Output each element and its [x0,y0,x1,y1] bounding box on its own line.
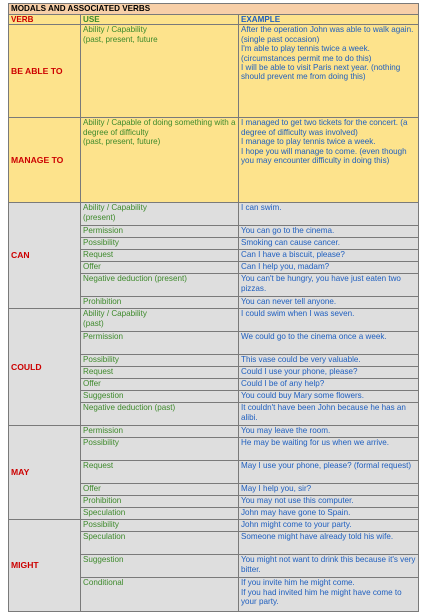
verb-cell: MAY [9,426,81,520]
verb-cell: BE ABLE TO [9,25,81,118]
use-cell: Permission [81,426,239,438]
example-cell: If you invite him he might come. If you had invited him he might have come to your party. [239,578,419,612]
header-verb: VERB [9,15,81,25]
example-cell: I could swim when I was seven. [239,309,419,332]
example-cell: Can I help you, madam? [239,262,419,274]
use-cell: Ability / Capability (past) [81,309,239,332]
use-cell: Permission [81,226,239,238]
table-row [9,426,419,438]
use-cell: Request [81,461,239,484]
example-cell: Can I have a biscuit, please? [239,250,419,262]
example-cell: Smoking can cause cancer. [239,238,419,250]
example-cell: You can never tell anyone. [239,297,419,309]
table-row [9,309,419,332]
example-cell: You can't be hungry, you have just eaten two pizzas. [239,274,419,297]
example-cell: We could go to the cinema once a week. [239,332,419,355]
use-cell: Negative deduction (present) [81,274,239,297]
header-use: USE [81,15,239,25]
use-cell: Request [81,367,239,379]
use-cell: Speculation [81,508,239,520]
verb-cell: CAN [9,203,81,309]
use-cell: Request [81,250,239,262]
verb-cell: MANAGE TO [9,118,81,203]
use-cell: Possibility [81,520,239,532]
use-cell: Ability / Capability (past, present, future [81,25,239,118]
example-cell: You might not want to drink this because it's very bitter. [239,555,419,578]
example-cell: Someone might have already told his wife. [239,532,419,555]
example-cell: He may be waiting for us when we arrive. [239,438,419,461]
example-cell: I can swim. [239,203,419,226]
table-row [9,203,419,226]
example-cell: You may not use this computer. [239,496,419,508]
table-row [9,520,419,532]
example-cell: You may leave the room. [239,426,419,438]
verb-cell: MIGHT [9,520,81,612]
example-cell: It couldn't have been John because he has an alibi. [239,403,419,426]
example-cell: Could I use your phone, please? [239,367,419,379]
use-cell: Offer [81,262,239,274]
use-cell: Conditional [81,578,239,612]
title-row [9,4,419,15]
use-cell: Offer [81,379,239,391]
table-row [9,118,419,203]
header-row [9,15,419,25]
example-cell: I managed to get two tickets for the concert. (a degree of difficulty was involved) I manage to play tennis twice a week. I hope you will manage to come. (even though you may encounter difficulty in doing this) [239,118,419,203]
example-cell: This vase could be very valuable. [239,355,419,367]
use-cell: Possibility [81,355,239,367]
use-cell: Permission [81,332,239,355]
table-title: MODALS AND ASSOCIATED VERBS [9,4,419,15]
example-cell: May I use your phone, please? (formal request) [239,461,419,484]
example-cell: You can go to the cinema. [239,226,419,238]
table-row [9,25,419,118]
header-example: EXAMPLE [239,15,419,25]
modals-table [8,3,419,612]
modals-table-body [9,4,419,612]
use-cell: Ability / Capable of doing something with a degree of difficulty (past, present, future) [81,118,239,203]
example-cell: John may have gone to Spain. [239,508,419,520]
use-cell: Suggestion [81,391,239,403]
use-cell: Suggestion [81,555,239,578]
use-cell: Ability / Capability (present) [81,203,239,226]
use-cell: Negative deduction (past) [81,403,239,426]
use-cell: Speculation [81,532,239,555]
example-cell: John might come to your party. [239,520,419,532]
example-cell: Could I be of any help? [239,379,419,391]
example-cell: May I help you, sir? [239,484,419,496]
use-cell: Possibility [81,438,239,461]
use-cell: Possibility [81,238,239,250]
example-cell: After the operation John was able to walk again.(single past occasion) I'm able to play tennis twice a week. (circumstances permit me to do this) I will be able to visit Paris next year. (nothing should prevent me from doing this) [239,25,419,118]
verb-cell: COULD [9,309,81,426]
use-cell: Prohibition [81,496,239,508]
use-cell: Offer [81,484,239,496]
use-cell: Prohibition [81,297,239,309]
example-cell: You could buy Mary some flowers. [239,391,419,403]
